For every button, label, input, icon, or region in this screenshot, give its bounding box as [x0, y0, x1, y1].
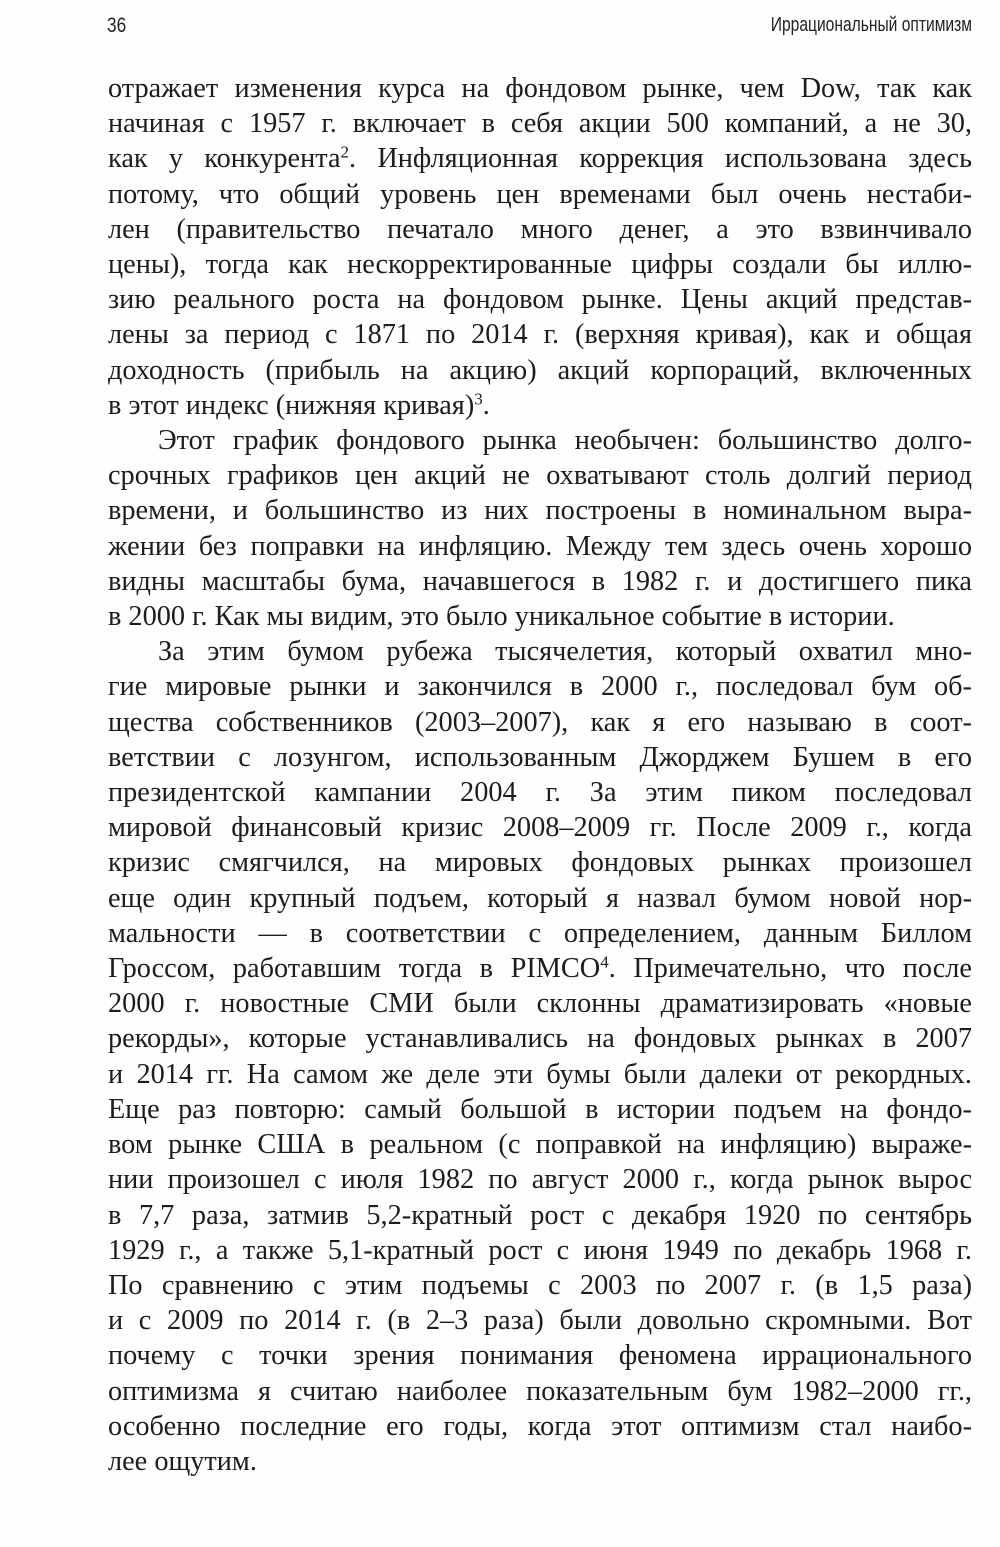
text-line: времени, и большинство из них построены в номинальном выра-	[108, 495, 972, 527]
text-line: президентской кампании 2004 г. За этим пиком последовал	[108, 777, 972, 809]
page-number: 36	[107, 14, 127, 37]
text-line: особенно последние его годы, когда этот оптимизм стал наибо-	[108, 1410, 972, 1442]
text-line: Гроссом, работавшим тогда в PIMCO$^4$. Примечательно, что после	[108, 952, 972, 985]
text-line: рекорды», которые устанавливались на фондовых рынках в 2007	[108, 1023, 972, 1055]
text-line: в 2000 г. Как мы видим, это было уникальное событие в истории.	[108, 601, 895, 633]
text-line: цены), тогда как нескорректированные цифры создали бы иллю-	[108, 249, 972, 281]
text-line: и с 2009 по 2014 г. (в 2–3 раза) были довольно скромными. Вот	[108, 1305, 972, 1337]
text-line: кризис смягчился, на мировых фондовых рынках произошел	[108, 847, 972, 879]
text-line: срочных графиков цен акций не охватывают столь долгий период	[108, 460, 972, 492]
text-line: За этим бумом рубежа тысячелетия, который охватил мно-	[158, 636, 972, 668]
body-text	[108, 71, 972, 1479]
text-line: как у конкурента$^2$. Инфляционная коррекция использована здесь	[108, 143, 972, 175]
text-line: почему с точки зрения понимания феномена иррационального	[108, 1340, 972, 1372]
text-line: 2000 г. новостные СМИ были склонны драматизировать «новые	[108, 988, 972, 1020]
footnote-marker[interactable]: 2	[340, 143, 350, 163]
running-head	[107, 14, 972, 44]
text-line: зию реального роста на фондовом рынке. Цены акций представ-	[108, 284, 972, 316]
text-line: еще один крупный подъем, который я назвал бумом новой нор-	[108, 882, 972, 914]
text-line: мировой финансовый кризис 2008–2009 гг. После 2009 г., когда	[108, 812, 972, 844]
paragraph	[108, 71, 972, 423]
text-line: мальности — в соответствии с определением, данным Биллом	[108, 917, 972, 949]
text-line: 1929 г., а также 5,1-кратный рост с июня 1949 по декабрь 1968 г.	[108, 1234, 972, 1266]
text-line: щества собственников (2003–2007), как я его называю в соот-	[108, 706, 972, 738]
text-line: лее ощутим.	[108, 1445, 257, 1477]
text-line: нии произошел с июля 1982 по август 2000 г., когда рынок вырос	[108, 1164, 972, 1196]
text-line: видны масштабы бума, начавшегося в 1982 г. и достигшего пика	[108, 565, 972, 597]
text-line: потому, что общий уровень цен временами был очень нестаби-	[108, 178, 972, 210]
text-line: в этот индекс (нижняя кривая)$^3$.	[108, 389, 490, 421]
text-line: лены за период с 1871 по 2014 г. (верхняя кривая), как и общая	[108, 319, 972, 351]
text-line: отражает изменения курса на фондовом рынке, чем Dow, так как	[108, 73, 972, 104]
text-line: гие мировые рынки и закончился в 2000 г., последовал бум об-	[108, 671, 972, 703]
text-line: Еще раз повторю: самый большой в истории подъем на фондо-	[108, 1093, 972, 1125]
footnote-marker[interactable]: 3	[474, 389, 483, 409]
text-line: доходность (прибыль на акцию) акций корпораций, включенных	[108, 354, 972, 386]
text-line: По сравнению с этим подъемы с 2003 по 2007 г. (в 1,5 раза)	[108, 1269, 972, 1301]
text-line: в 7,7 раза, затмив 5,2-кратный рост с декабря 1920 по сентябрь	[108, 1199, 972, 1231]
text-line: жении без поправки на инфляцию. Между тем здесь очень хорошо	[108, 530, 972, 562]
paragraph	[108, 423, 972, 634]
text-line: и 2014 гг. На самом же деле эти бумы были далеки от рекордных.	[108, 1058, 972, 1090]
paragraph	[108, 634, 972, 1479]
running-head-title: Иррациональный оптимизм	[770, 14, 972, 36]
text-line: Этот график фондового рынка необычен: большинство долго-	[158, 425, 972, 457]
text-line: вом рынке США в реальном (с поправкой на инфляцию) выраже-	[108, 1129, 972, 1161]
text-line: начиная с 1957 г. включает в себя акции 500 компаний, а не 30,	[108, 108, 972, 140]
text-line: оптимизма я считаю наиболее показательным бум 1982–2000 гг.,	[108, 1375, 972, 1407]
text-line: ветствии с лозунгом, использованным Джорджем Бушем в его	[108, 741, 972, 773]
text-line: лен (правительство печатало много денег, а это взвинчивало	[108, 213, 972, 245]
footnote-marker[interactable]: 4	[600, 952, 609, 972]
